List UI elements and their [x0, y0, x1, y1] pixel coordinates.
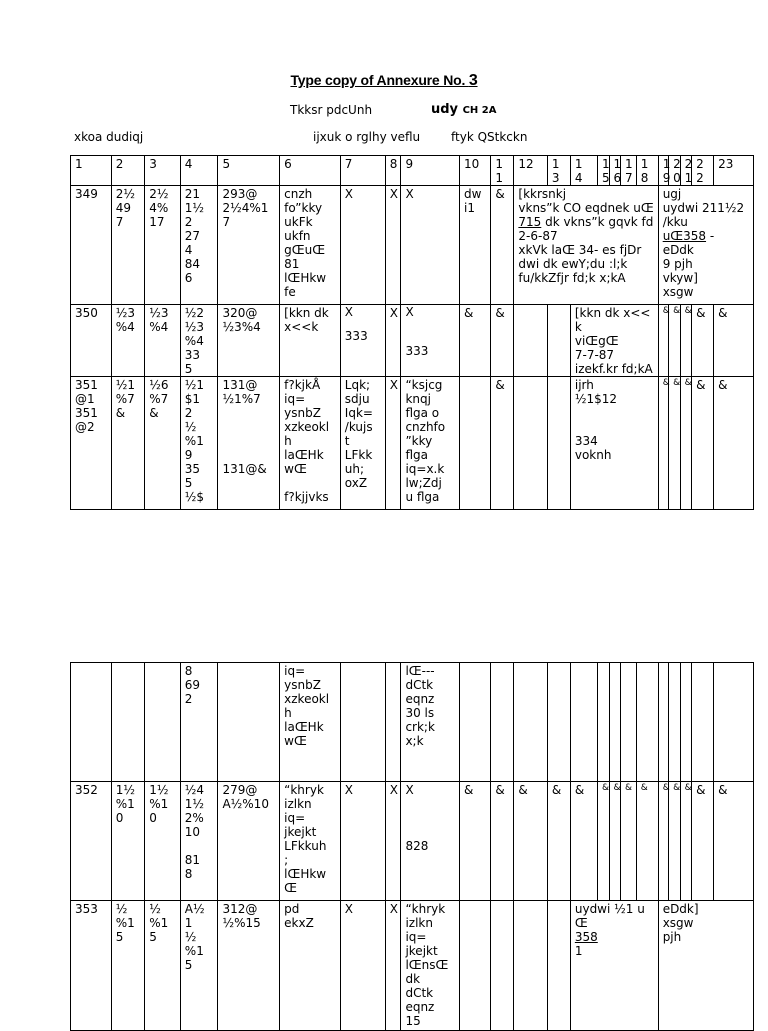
cell: & [692, 305, 714, 377]
header-cell: 3 [145, 156, 181, 186]
cell [692, 663, 714, 782]
cell: & [658, 305, 668, 377]
records-table-lower [70, 662, 754, 1031]
header-row [71, 156, 754, 186]
cell: 21 1½ 2 27 4 84 6 [180, 186, 218, 305]
remark-cell: uydwi ½1 uŒ 358 1 [570, 901, 658, 1031]
header-cell: 10 [460, 156, 491, 186]
cell: 312@ ½%15 [218, 901, 280, 1031]
cell: & [460, 782, 491, 901]
cell: ½2 ½3 %4 33 5 [180, 305, 218, 377]
header-cell: 6 [280, 156, 341, 186]
cell: & [669, 377, 681, 510]
cell [111, 663, 144, 782]
cell: 352 [71, 782, 112, 901]
cell [598, 663, 610, 782]
cell: 8 69 2 [180, 663, 218, 782]
cell: ½3 %4 [145, 305, 181, 377]
cell: & [680, 377, 692, 510]
cell: Lqk; sdju Iqk= /kujs t LFkk uh; oxZ [340, 377, 385, 510]
document-title: Type copy of Annexure No. 3 [290, 72, 478, 89]
cell: X [385, 186, 401, 305]
district-name: ftyk QStkckn [451, 130, 528, 144]
crop-text-cell: ugj uydwi 211½2 /kku uŒ358 - eDdk 9 pjh vkyw] xsgw [658, 186, 753, 305]
cell: & [598, 782, 610, 901]
cell [547, 377, 570, 510]
cell: & [714, 377, 754, 510]
cell: & [514, 782, 547, 901]
cell [680, 663, 692, 782]
cell: dw i1 [460, 186, 491, 305]
cell: & [491, 782, 514, 901]
cell [491, 901, 514, 1031]
cell: & [658, 782, 668, 901]
cell: & [460, 305, 491, 377]
header-cell: 1 [71, 156, 112, 186]
cell: & [547, 782, 570, 901]
cell: & [680, 782, 692, 901]
cell [658, 663, 668, 782]
cell: ½ %1 5 [145, 901, 181, 1031]
cell: 351 @1 351 @2 [71, 377, 112, 510]
cell [218, 663, 280, 782]
cell: & [621, 782, 637, 901]
cell [514, 663, 547, 782]
header-cell: 12 [514, 156, 547, 186]
cell: & [680, 305, 692, 377]
cell: & [570, 782, 597, 901]
cell: ½3 %4 [111, 305, 144, 377]
cell: X 333 [401, 305, 460, 377]
cell: 279@ A½%10 [218, 782, 280, 901]
cell: 1½ %1 0 [111, 782, 144, 901]
header-left-text: Tkksr pdcUnh [290, 103, 373, 117]
cell: & [491, 305, 514, 377]
crop-text-cell: eDdk] xsgw pjh [658, 901, 753, 1031]
cell: 320@ ½3%4 [218, 305, 280, 377]
cell: X [340, 782, 385, 901]
table-row-350 [71, 305, 754, 377]
header-cell: 23 [714, 156, 754, 186]
table-row-continued [71, 663, 754, 782]
table-row-349 [71, 186, 754, 305]
cell: A½ 1 ½ %1 5 [180, 901, 218, 1031]
remark-cell: [kkn dk x<<k viŒgŒ 7-7-87 izekf.kr fd;kA [570, 305, 658, 377]
header-cell: 1 4 [570, 156, 597, 186]
tehsil-name: ijxuk o rglhy veflu [313, 130, 421, 144]
cell: X 333 [340, 305, 385, 377]
cell: f?kjkÅ iq= ysnbZ xzkeokl h laŒHk wŒ f?kjjvks [280, 377, 341, 510]
cell: X [340, 186, 385, 305]
cell: & [669, 782, 681, 901]
cell: ½4 1½ 2% 10 81 8 [180, 782, 218, 901]
header-cell: 1 6 [609, 156, 621, 186]
cell: X [340, 901, 385, 1031]
cell: “khryk izlkn iq= jkejkt lŒnsŒ dk dCtk eqnz 15 [401, 901, 460, 1031]
remark-cell: ijrh ½1$12 334 voknh [570, 377, 658, 510]
header-cell: 1 8 [636, 156, 658, 186]
cell: 2½ 4% 17 [145, 186, 181, 305]
cell [570, 663, 597, 782]
cell: X [385, 901, 401, 1031]
cell: ½1 $1 2 ½ %1 9 35 5 ½$ [180, 377, 218, 510]
table-row-352 [71, 782, 754, 901]
cell: & [714, 305, 754, 377]
cell: 350 [71, 305, 112, 377]
cell: & [609, 782, 621, 901]
cell: ½ %1 5 [111, 901, 144, 1031]
cell [491, 663, 514, 782]
cell: & [491, 186, 514, 305]
cell: 293@ 2½4%1 7 [218, 186, 280, 305]
village-name: xkoa dudiqj [74, 130, 144, 144]
header-cell: 7 [340, 156, 385, 186]
cell: & [692, 782, 714, 901]
cell [145, 663, 181, 782]
header-cell: 8 [385, 156, 401, 186]
header-cell: 1 3 [547, 156, 570, 186]
cell [636, 663, 658, 782]
cell: ½1 %7 & [111, 377, 144, 510]
cell [71, 663, 112, 782]
cell [669, 663, 681, 782]
cell: & [658, 377, 668, 510]
header-cell: 5 [218, 156, 280, 186]
table-row-353 [71, 901, 754, 1031]
cell: X [385, 305, 401, 377]
cell: 1½ %1 0 [145, 782, 181, 901]
cell: cnzh fo”kky ukFk ukfn gŒuŒ 81 lŒHkw fe [280, 186, 341, 305]
cell: 353 [71, 901, 112, 1031]
cell: ½6 %7 & [145, 377, 181, 510]
cell: “ksjcg knqj flga o cnzhfo ”kky flga iq=x.k lw;Zdj u flga [401, 377, 460, 510]
cell [547, 305, 570, 377]
header-cell: 2 0 [669, 156, 681, 186]
order-text-cell: [kkrsnkj vkns”k CO eqdnek uŒ 715 dk vkns”k gqvk fd 2-6-87 xkVk laŒ 34- es fjDr dwi dk ewY;du :l;k fu/kkZfjr fd;k x;kA [514, 186, 658, 305]
cell [460, 663, 491, 782]
cell: & [636, 782, 658, 901]
cell: iq= ysnbZ xzkeokl h laŒHk wŒ [280, 663, 341, 782]
header-cell: 4 [180, 156, 218, 186]
cell: X [385, 377, 401, 510]
cell: X [401, 186, 460, 305]
header-cell: 9 [401, 156, 460, 186]
cell [460, 377, 491, 510]
cell [514, 377, 547, 510]
records-table-upper [70, 155, 754, 510]
cell [460, 901, 491, 1031]
header-cell: 1 1 [491, 156, 514, 186]
cell: lŒ--- dCtk eqnz 30 ls crk;k x;k [401, 663, 460, 782]
cell [609, 663, 621, 782]
cell: & [714, 782, 754, 901]
cell [514, 305, 547, 377]
cell: & [692, 377, 714, 510]
header-cell: 1 9 [658, 156, 668, 186]
cell: 131@ ½1%7 131@& [218, 377, 280, 510]
cell [385, 663, 401, 782]
table-row-351 [71, 377, 754, 510]
cell [714, 663, 754, 782]
cell [340, 663, 385, 782]
cell [514, 901, 547, 1031]
header-cell: 1 7 [621, 156, 637, 186]
cell: [kkn dk x<<k [280, 305, 341, 377]
cell: & [669, 305, 681, 377]
cell: 349 [71, 186, 112, 305]
header-cell: 2 1 [680, 156, 692, 186]
header-cell: 1 5 [598, 156, 610, 186]
cell: X [385, 782, 401, 901]
cell: pd ekxZ [280, 901, 341, 1031]
header-cell: 2 2 [692, 156, 714, 186]
cell [621, 663, 637, 782]
header-udy: udy CH 2A [431, 102, 497, 117]
cell: & [491, 377, 514, 510]
cell [547, 901, 570, 1031]
header-cell: 2 [111, 156, 144, 186]
cell [547, 663, 570, 782]
cell: 2½ 49 7 [111, 186, 144, 305]
cell: “khryk izlkn iq= jkejkt LFkkuh ; lŒHkw Œ [280, 782, 341, 901]
cell: X 828 [401, 782, 460, 901]
